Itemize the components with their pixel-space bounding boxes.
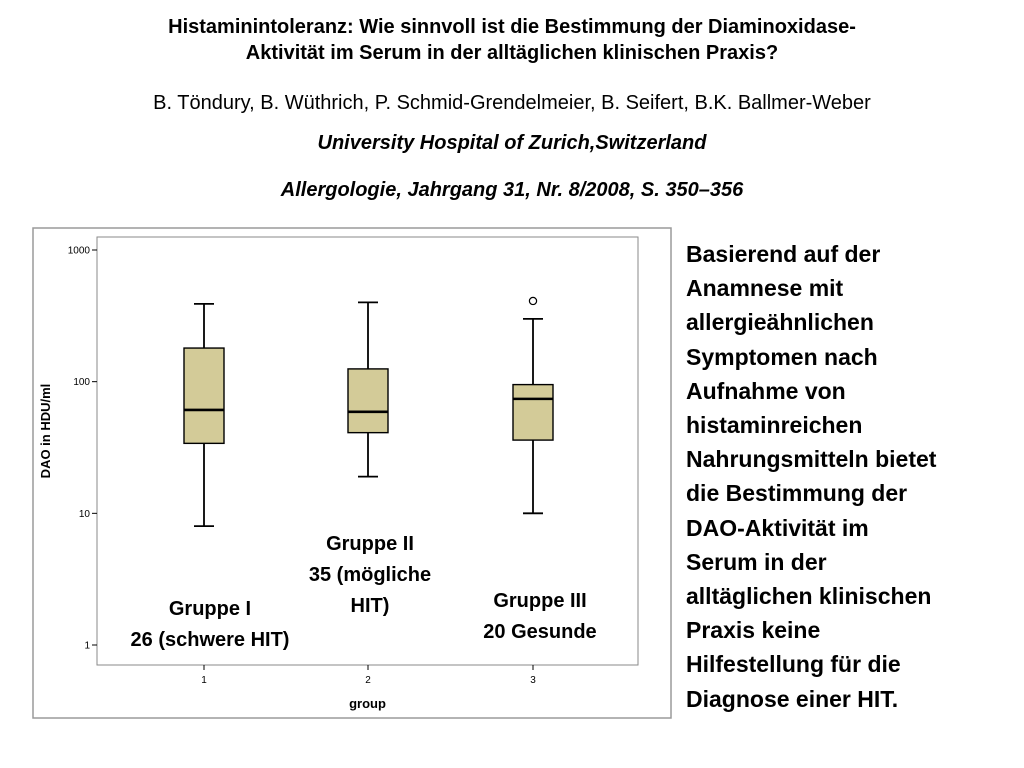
title-line-2: Aktivität im Serum in der alltäglichen klinischen Praxis?	[245, 42, 779, 64]
conclusion-text	[686, 237, 1016, 716]
y-axis-title: DAO in HDU/ml	[38, 383, 53, 479]
group-annotation-line: Gruppe III	[493, 590, 587, 612]
y-tick-label: 1000	[67, 245, 90, 257]
title-line-1: Histaminintoleranz: Wie sinnvoll ist die Bestimmung der Diaminoxidase-	[168, 16, 856, 38]
outlier-point	[529, 297, 536, 304]
y-tick-label: 1	[84, 640, 90, 652]
conclusion-line: Diagnose einer HIT.	[686, 685, 899, 712]
conclusion-line: alltäglichen klinischen	[686, 583, 932, 610]
x-tick-label: 3	[530, 675, 536, 686]
group-annotation-line: 26 (schwere HIT)	[130, 629, 290, 651]
journal-citation: Allergologie, Jahrgang 31, Nr. 8/2008, S. 350–356	[280, 179, 744, 201]
conclusion-line: Basierend auf der	[686, 241, 881, 267]
conclusion-line: DAO-Aktivität im	[686, 514, 869, 541]
conclusion-line: die Bestimmung der	[686, 480, 908, 507]
conclusion-line: allergieähnlichen	[686, 309, 874, 336]
iqr-box	[513, 385, 553, 440]
conclusion-line: Nahrungsmitteln bietet	[686, 446, 937, 473]
institution-line: University Hospital of Zurich,Switzerland	[317, 132, 707, 154]
x-axis-title: group	[349, 696, 386, 711]
y-tick-label: 10	[78, 508, 90, 520]
conclusion-line: histaminreichen	[686, 412, 863, 439]
iqr-box	[348, 369, 388, 433]
conclusion-line: Aufnahme von	[686, 377, 846, 404]
conclusion-line: Anamnese mit	[686, 275, 844, 302]
conclusion-line: Symptomen nach	[686, 343, 878, 370]
conclusion-line: Serum in der	[686, 548, 827, 575]
authors-line: B. Töndury, B. Wüthrich, P. Schmid-Grendelmeier, B. Seifert, B.K. Ballmer-Weber	[153, 92, 871, 114]
conclusion-line: Hilfestellung für die	[686, 651, 901, 678]
group-annotation-line: 35 (mögliche	[308, 564, 432, 586]
group-annotation-line: HIT)	[350, 595, 390, 617]
group-annotation-line: Gruppe I	[168, 598, 252, 620]
group-annotation-line: Gruppe II	[326, 533, 414, 555]
iqr-box	[184, 348, 224, 443]
y-tick-label: 100	[73, 377, 90, 389]
x-tick-label: 1	[201, 675, 207, 686]
group-annotation-line: 20 Gesunde	[483, 621, 597, 643]
x-tick-label: 2	[365, 675, 371, 686]
conclusion-line: Praxis keine	[686, 617, 821, 644]
